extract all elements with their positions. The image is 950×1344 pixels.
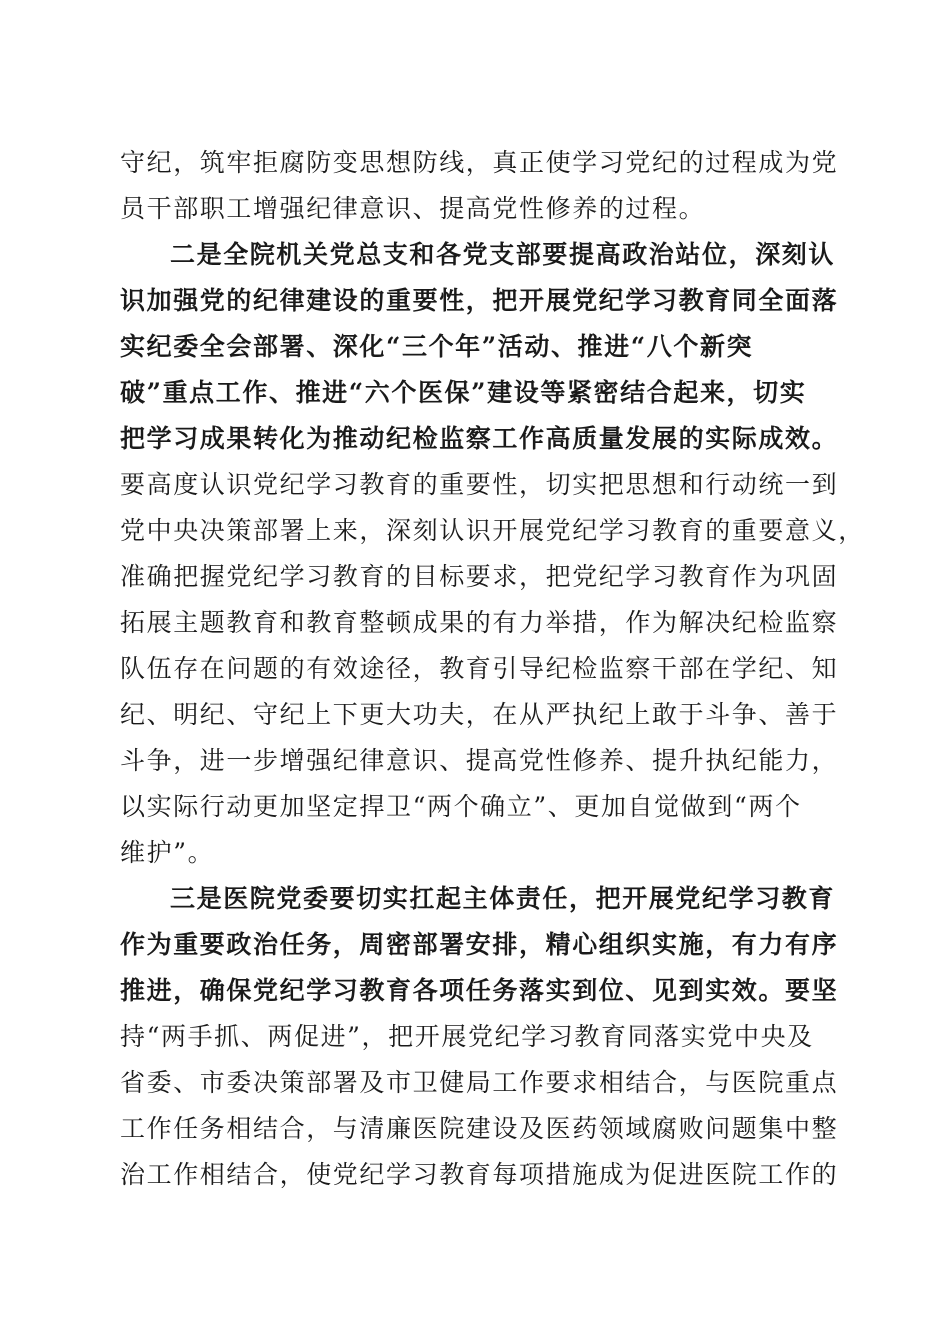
text-line: 准确把握党纪学习教育的目标要求，把党纪学习教育作为巩固 [120, 562, 839, 591]
text-line: 工作任务相结合，与清廉医院建设及医药领域腐败问题集中整 [120, 1114, 839, 1143]
text-line: 持“两手抓、两促进”，把开展党纪学习教育同落实党中央及 [120, 1022, 814, 1051]
text-line: 识加强党的纪律建设的重要性，把开展党纪学习教育同全面落 [120, 286, 839, 315]
text-line: 员干部职工增强纪律意识、提高党性修养的过程。 [120, 194, 706, 223]
text-line: 破”重点工作、推进“六个医保”建设等紧密结合起来，切实 [120, 378, 807, 407]
text-line: 作为重要政治任务，周密部署安排，精心组织实施，有力有序 [120, 930, 839, 959]
text-line: 治工作相结合，使党纪学习教育每项措施成为促进医院工作的 [120, 1160, 839, 1189]
text-line: 二是全院机关党总支和各党支部要提高政治站位，深刻认 [170, 240, 836, 269]
text-line: 维护”。 [120, 838, 215, 867]
text-line: 党中央决策部署上来，深刻认识开展党纪学习教育的重要意义， [120, 516, 865, 545]
text-line: 实纪委全会部署、深化“三个年”活动、推进“八个新突 [120, 332, 754, 361]
text-line: 三是医院党委要切实扛起主体责任，把开展党纪学习教育 [170, 884, 836, 913]
text-line: 守纪，筑牢拒腐防变思想防线，真正使学习党纪的过程成为党 [120, 148, 839, 177]
text-line: 把学习成果转化为推动纪检监察工作高质量发展的实际成效。 [120, 424, 839, 453]
text-line: 拓展主题教育和教育整顿成果的有力举措，作为解决纪检监察 [120, 608, 839, 637]
text-line: 省委、市委决策部署及市卫健局工作要求相结合，与医院重点 [120, 1068, 839, 1097]
text-line: 要高度认识党纪学习教育的重要性，切实把思想和行动统一到 [120, 470, 839, 499]
text-line: 以实际行动更加坚定捍卫“两个确立”、更加自觉做到“两个 [120, 792, 802, 821]
text-line: 推进，确保党纪学习教育各项任务落实到位、见到实效。要坚 [120, 976, 839, 1005]
text-line: 斗争，进一步增强纪律意识、提高党性修养、提升执纪能力， [120, 746, 839, 775]
text-line: 纪、明纪、守纪上下更大功夫，在从严执纪上敢于斗争、善于 [120, 700, 839, 729]
text-line: 队伍存在问题的有效途径，教育引导纪检监察干部在学纪、知 [120, 654, 839, 683]
